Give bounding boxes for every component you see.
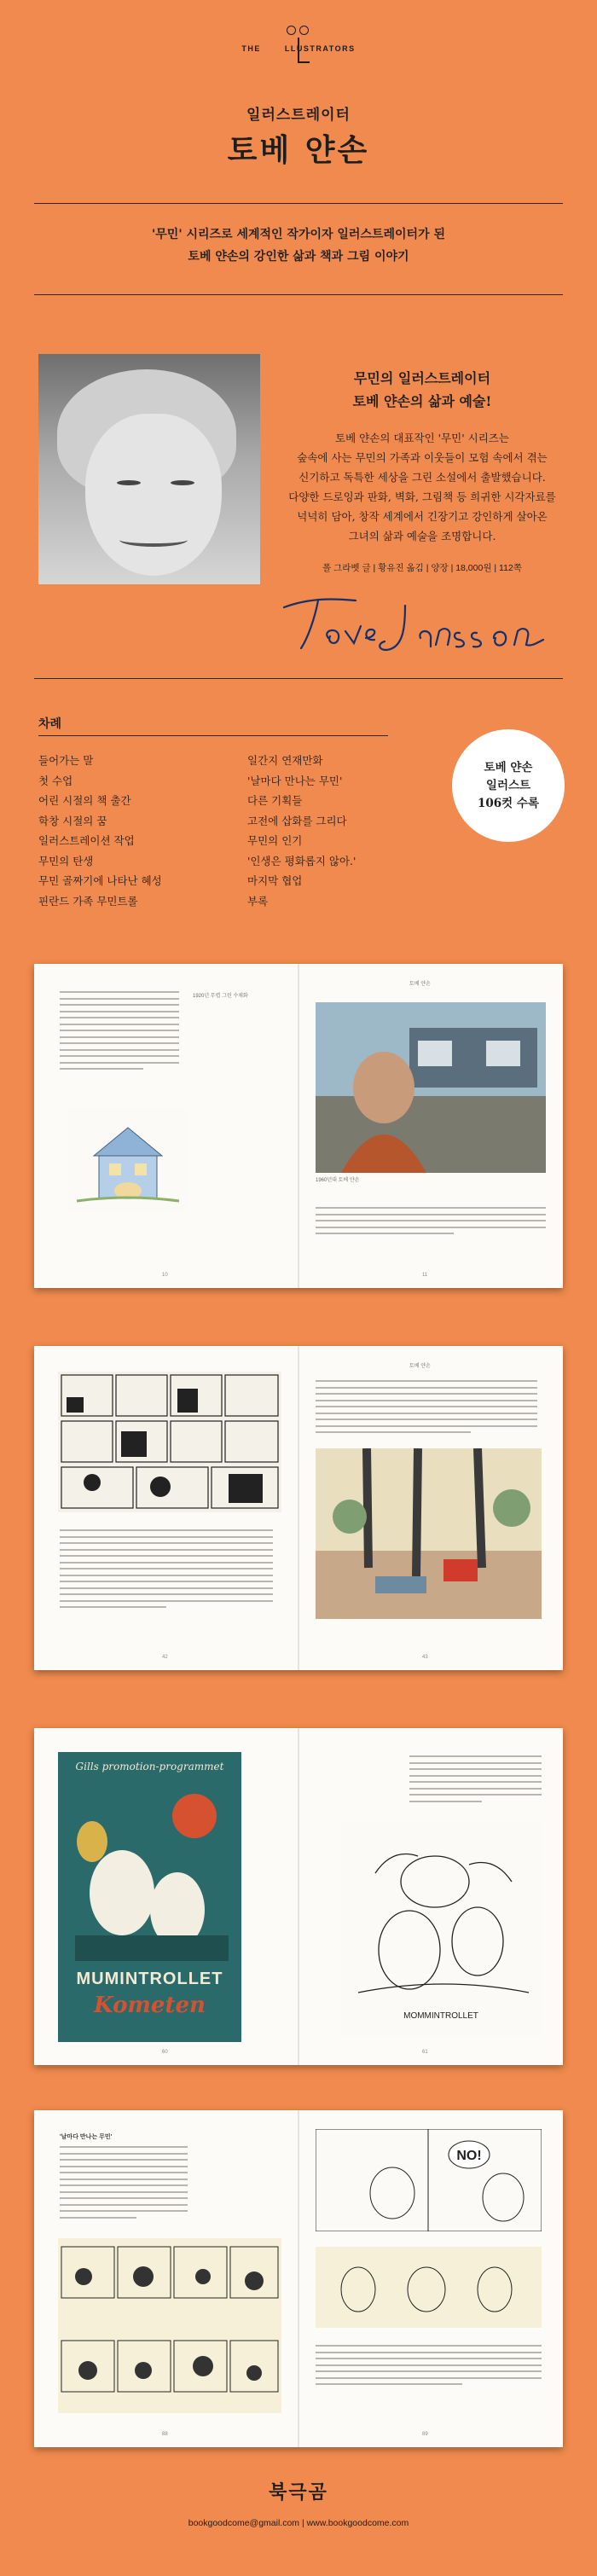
book-kicker: 일러스트레이터 [246,107,351,124]
toc-title: 차례 [38,717,62,731]
caption: 1920년 무렵 그린 수채화 [193,994,248,999]
caption: 1960년대 토베 얀손 [316,1178,360,1183]
page-number: 42 [162,1655,168,1660]
toc-item: 마지막 협업 [247,874,303,887]
page-number: 60 [162,2050,168,2055]
toc-item: 핀란드 가족 무민트롤 [38,894,138,908]
sample-spread-2 [34,1346,563,1670]
sketch-label: MOMMINTROLLET [403,2011,478,2021]
poster-title: MUMINTROLLET [76,1970,223,1988]
text-block [316,2345,542,2390]
toc-divider [38,735,388,736]
page-number: 89 [422,2432,428,2437]
publisher-contact[interactable]: bookgoodcome@gmail.com | www.bookgoodcome.com [188,2518,409,2528]
book-meta: 폴 그라벳 글 | 황유진 옮김 | 양장 | 18,000원 | 112쪽 [322,563,522,573]
toc-item: 부록 [247,894,269,908]
toc-item: 무민의 인기 [247,834,303,847]
divider [34,678,563,679]
section-title: '날마다 만나는 무민' [60,2134,113,2140]
photo-tove-jansson [316,1002,546,1173]
divider [34,203,563,204]
page-number: 11 [422,1273,428,1278]
sample-spread-4 [34,2110,563,2447]
toc-item: 학창 시절의 꿈 [38,814,107,827]
sketch-strip [316,2247,542,2328]
toc-item: 어린 시절의 책 출간 [38,794,131,807]
toc-item: 무민의 탄생 [38,854,94,867]
speech-bubble-text: NO! [456,2149,482,2163]
text-block [409,1755,542,1807]
running-head: 토베 얀손 [409,1364,431,1369]
toc-item: 일간지 연재만화 [247,754,323,767]
poster-subtitle: Kometen [94,1993,206,2018]
forest-painting [316,1448,542,1619]
poster-characters [58,1782,241,1970]
running-head: 토베 얀손 [409,982,431,987]
toc-item: 일러스트레이션 작업 [38,834,135,847]
toc-right-column [247,751,356,911]
page-number: 61 [422,2050,428,2055]
toc-item: '인생은 평화롭지 않아.' [247,854,356,867]
page-number: 10 [162,1273,168,1278]
author-portrait [38,354,260,584]
text-block [316,1207,546,1239]
text-block [316,1380,537,1438]
text-block [60,991,179,1075]
text-block [60,2146,188,2223]
series-logo [0,26,597,68]
ink-sketch [341,1822,542,2035]
toc-item: 첫 수업 [38,774,73,787]
toc-item: 고전에 삽화를 그리다 [247,814,347,827]
series-name: THE LLUSTRATORS [241,44,356,53]
sample-spread-3 [34,1728,563,2065]
toc-left-column [38,751,162,911]
illustration-count-badge: 토베 얀손 일러스트 106컷 수록 [452,729,565,842]
poster-heading: Gills promotion-programmet [75,1761,224,1772]
book-title: 토베 얀손 [227,132,370,168]
divider [34,294,563,295]
page-number: 88 [162,2432,168,2437]
text-block [60,1529,273,1613]
mumintrollet-kometen-poster [58,1752,241,2042]
publisher-logo: 북극곰 [269,2481,328,2503]
author-signature [277,589,584,657]
intro-headline: 무민의 일러스트레이터 토베 얀손의 삶과 예술! [352,370,492,409]
comic-panel-no [316,2129,542,2231]
intro-block [281,367,563,574]
toc-item: '날마다 만나는 무민' [247,774,343,787]
tagline: '무민' 시리즈로 세계적인 작가이자 일러스트레이터가 된 토베 얀손의 강인한 삶과 책과 그림 이야기 [152,228,445,264]
watercolor-illustration [68,1109,188,1211]
intro-body: 토베 얀손의 대표작인 '무민' 시리즈는 숲속에 사는 무민의 가족과 이웃들이 모험 속에서 겪는 신기하고 독특한 세상을 그린 소설에서 출발했습니다. 다양한 드로잉과 판화, 벽화, 그림책 등 희귀한 시각자료를 넉넉히 담아, 창작 세계에서 긴장기고 강인하게 살아온 그녀의 삶과 예술을 조명합니다. [288,432,556,542]
toc-item: 무민 골짜기에 나타난 혜성 [38,874,162,887]
daily-comic-strips [58,2238,281,2413]
toc-item: 들어가는 말 [38,754,94,767]
comic-strip [58,1372,281,1512]
toc-item: 다른 기획들 [247,794,303,807]
sample-spread-1 [34,964,563,1288]
page-number: 43 [422,1655,428,1660]
